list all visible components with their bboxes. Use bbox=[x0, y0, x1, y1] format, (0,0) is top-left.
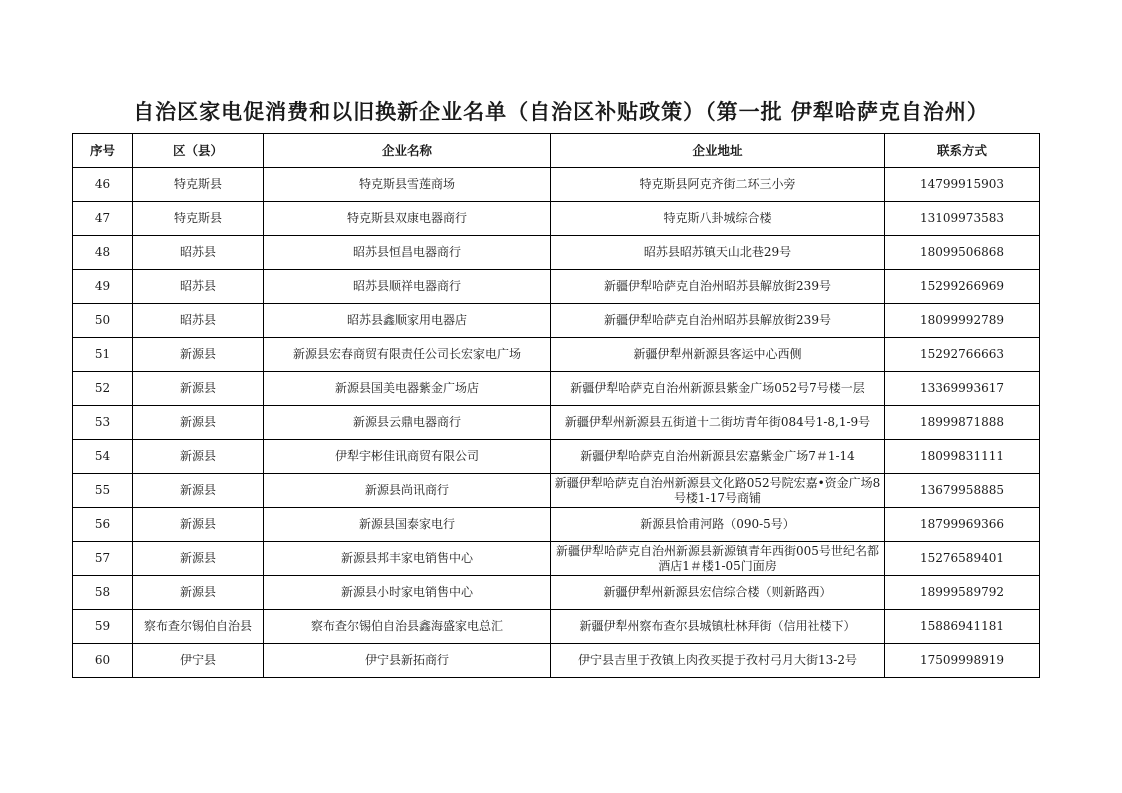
serial-number-cell: 58 bbox=[73, 576, 133, 610]
contact-cell: 18799969366 bbox=[885, 508, 1040, 542]
serial-number-cell: 50 bbox=[73, 304, 133, 338]
contact-cell: 18099506868 bbox=[885, 236, 1040, 270]
county-cell: 特克斯县 bbox=[133, 202, 264, 236]
county-cell: 昭苏县 bbox=[133, 270, 264, 304]
county-cell: 伊宁县 bbox=[133, 644, 264, 678]
table-row bbox=[73, 338, 1040, 372]
serial-number-cell: 53 bbox=[73, 406, 133, 440]
serial-number-cell: 56 bbox=[73, 508, 133, 542]
header-contact: 联系方式 bbox=[885, 134, 1040, 168]
county-cell: 察布查尔锡伯自治县 bbox=[133, 610, 264, 644]
enterprise-name-cell: 特克斯县双康电器商行 bbox=[264, 202, 551, 236]
table-row bbox=[73, 304, 1040, 338]
table-row bbox=[73, 236, 1040, 270]
enterprise-name-cell: 伊犁宇彬佳讯商贸有限公司 bbox=[264, 440, 551, 474]
enterprise-address-cell: 新疆伊犁哈萨克自治州新源县紫金广场052号7号楼一层 bbox=[551, 372, 885, 406]
serial-number-cell: 59 bbox=[73, 610, 133, 644]
contact-cell: 18099831111 bbox=[885, 440, 1040, 474]
county-cell: 新源县 bbox=[133, 406, 264, 440]
contact-cell: 15276589401 bbox=[885, 542, 1040, 576]
county-cell: 新源县 bbox=[133, 542, 264, 576]
table-row bbox=[73, 508, 1040, 542]
table-row bbox=[73, 406, 1040, 440]
enterprise-address-cell: 新疆伊犁州新源县五街道十二街坊青年街084号1-8,1-9号 bbox=[551, 406, 885, 440]
enterprise-address-cell: 新疆伊犁哈萨克自治州昭苏县解放街239号 bbox=[551, 270, 885, 304]
enterprise-name-cell: 新源县尚讯商行 bbox=[264, 474, 551, 508]
county-cell: 新源县 bbox=[133, 474, 264, 508]
table-row bbox=[73, 474, 1040, 508]
contact-cell: 15299266969 bbox=[885, 270, 1040, 304]
enterprise-address-cell: 新疆伊犁哈萨克自治州新源县文化路052号院宏嘉•资金广场8号楼1-17号商铺 bbox=[551, 474, 885, 508]
table-row bbox=[73, 168, 1040, 202]
table-row bbox=[73, 610, 1040, 644]
contact-cell: 17509998919 bbox=[885, 644, 1040, 678]
county-cell: 新源县 bbox=[133, 338, 264, 372]
county-cell: 特克斯县 bbox=[133, 168, 264, 202]
enterprise-address-cell: 新疆伊犁州新源县客运中心西侧 bbox=[551, 338, 885, 372]
serial-number-cell: 54 bbox=[73, 440, 133, 474]
county-cell: 新源县 bbox=[133, 576, 264, 610]
contact-cell: 13679958885 bbox=[885, 474, 1040, 508]
document-title: 自治区家电促消费和以旧换新企业名单（自治区补贴政策）（第一批 伊犁哈萨克自治州） bbox=[133, 99, 989, 124]
table-row bbox=[73, 202, 1040, 236]
enterprise-address-cell: 新疆伊犁州新源县宏信综合楼（则新路西） bbox=[551, 576, 885, 610]
table-row bbox=[73, 270, 1040, 304]
enterprise-address-cell: 新疆伊犁哈萨克自治州新源县宏嘉紫金广场7＃1-14 bbox=[551, 440, 885, 474]
enterprise-name-cell: 新源县云鼎电器商行 bbox=[264, 406, 551, 440]
serial-number-cell: 52 bbox=[73, 372, 133, 406]
county-cell: 新源县 bbox=[133, 440, 264, 474]
serial-number-cell: 49 bbox=[73, 270, 133, 304]
serial-number-cell: 48 bbox=[73, 236, 133, 270]
enterprise-address-cell: 特克斯八卦城综合楼 bbox=[551, 202, 885, 236]
enterprise-name-cell: 特克斯县雪莲商场 bbox=[264, 168, 551, 202]
contact-cell: 18099992789 bbox=[885, 304, 1040, 338]
table-row bbox=[73, 576, 1040, 610]
contact-cell: 18999589792 bbox=[885, 576, 1040, 610]
serial-number-cell: 55 bbox=[73, 474, 133, 508]
enterprise-name-cell: 昭苏县恒昌电器商行 bbox=[264, 236, 551, 270]
table-header-row bbox=[73, 134, 1040, 168]
contact-cell: 18999871888 bbox=[885, 406, 1040, 440]
table-row bbox=[73, 372, 1040, 406]
header-serial-number: 序号 bbox=[73, 134, 133, 168]
enterprise-name-cell: 昭苏县鑫顺家用电器店 bbox=[264, 304, 551, 338]
table-row bbox=[73, 644, 1040, 678]
serial-number-cell: 57 bbox=[73, 542, 133, 576]
enterprise-name-cell: 伊宁县新拓商行 bbox=[264, 644, 551, 678]
enterprise-address-cell: 昭苏县昭苏镇天山北巷29号 bbox=[551, 236, 885, 270]
header-enterprise-address: 企业地址 bbox=[551, 134, 885, 168]
table-row bbox=[73, 440, 1040, 474]
enterprise-name-cell: 新源县国美电器紫金广场店 bbox=[264, 372, 551, 406]
enterprise-address-cell: 特克斯县阿克齐街二环三小旁 bbox=[551, 168, 885, 202]
enterprise-address-cell: 新疆伊犁州察布查尔县城镇杜林拜街（信用社楼下） bbox=[551, 610, 885, 644]
county-cell: 新源县 bbox=[133, 372, 264, 406]
contact-cell: 13109973583 bbox=[885, 202, 1040, 236]
enterprise-name-cell: 新源县小时家电销售中心 bbox=[264, 576, 551, 610]
serial-number-cell: 60 bbox=[73, 644, 133, 678]
enterprise-address-cell: 新疆伊犁哈萨克自治州新源县新源镇青年西街005号世纪名都酒店1＃楼1-05门面房 bbox=[551, 542, 885, 576]
table-row bbox=[73, 542, 1040, 576]
serial-number-cell: 51 bbox=[73, 338, 133, 372]
enterprise-table bbox=[72, 133, 1040, 678]
enterprise-address-cell: 新疆伊犁哈萨克自治州昭苏县解放街239号 bbox=[551, 304, 885, 338]
enterprise-address-cell: 新源县恰甫河路（090-5号） bbox=[551, 508, 885, 542]
serial-number-cell: 46 bbox=[73, 168, 133, 202]
county-cell: 新源县 bbox=[133, 508, 264, 542]
header-county: 区（县） bbox=[133, 134, 264, 168]
enterprise-name-cell: 新源县宏春商贸有限责任公司长宏家电广场 bbox=[264, 338, 551, 372]
county-cell: 昭苏县 bbox=[133, 236, 264, 270]
contact-cell: 15886941181 bbox=[885, 610, 1040, 644]
enterprise-name-cell: 新源县国泰家电行 bbox=[264, 508, 551, 542]
enterprise-name-cell: 新源县邦丰家电销售中心 bbox=[264, 542, 551, 576]
contact-cell: 14799915903 bbox=[885, 168, 1040, 202]
enterprise-address-cell: 伊宁县吉里于孜镇上肉孜买提于孜村弓月大街13-2号 bbox=[551, 644, 885, 678]
contact-cell: 15292766663 bbox=[885, 338, 1040, 372]
serial-number-cell: 47 bbox=[73, 202, 133, 236]
contact-cell: 13369993617 bbox=[885, 372, 1040, 406]
enterprise-name-cell: 察布查尔锡伯自治县鑫海盛家电总汇 bbox=[264, 610, 551, 644]
enterprise-name-cell: 昭苏县顺祥电器商行 bbox=[264, 270, 551, 304]
county-cell: 昭苏县 bbox=[133, 304, 264, 338]
header-enterprise-name: 企业名称 bbox=[264, 134, 551, 168]
